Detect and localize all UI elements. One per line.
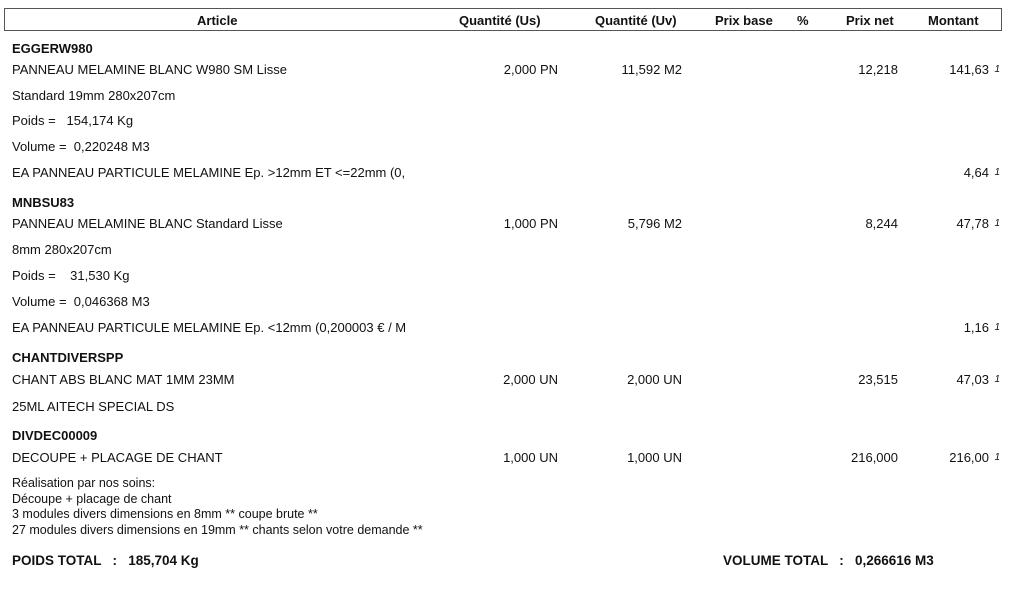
item-description-cont: Standard 19mm 280x207cm	[12, 88, 176, 103]
item-code-row	[0, 41, 1024, 59]
header-montant: Montant	[928, 13, 979, 28]
eco-description: EA PANNEAU PARTICULE MELAMINE Ep. <12mm (0,200003 € / M	[12, 320, 407, 335]
item-qty-us: 1,000 PN	[503, 216, 558, 231]
item-line	[0, 113, 1024, 131]
item-montant: 216,00	[949, 450, 989, 465]
item-line	[0, 268, 1024, 286]
item-line	[0, 62, 1024, 80]
header-prix-net: Prix net	[846, 13, 894, 28]
tax-code-mark: 1	[994, 322, 1000, 333]
eco-description: EA PANNEAU PARTICULE MELAMINE Ep. >12mm ET <=22mm (0,	[12, 165, 406, 180]
item-qty-uv: 11,592 M2	[621, 62, 682, 77]
item-code-row	[0, 350, 1024, 368]
item-line	[0, 399, 1024, 417]
item-montant: 47,78	[956, 216, 989, 231]
item-prix-net: 8,244	[865, 216, 898, 231]
item-description: PANNEAU MELAMINE BLANC Standard Lisse	[12, 216, 283, 231]
item-qty-us: 2,000 PN	[503, 62, 558, 77]
item-poids: Poids = 31,530 Kg	[12, 268, 130, 283]
note-line: Découpe + placage de chant	[12, 491, 172, 506]
tax-code-mark: 1	[994, 374, 1000, 385]
item-volume: Volume = 0,220248 M3	[12, 139, 150, 154]
item-eco-line	[0, 165, 1024, 183]
item-qty-uv: 1,000 UN	[627, 450, 682, 465]
item-description: DECOUPE + PLACAGE DE CHANT	[12, 450, 223, 465]
item-line	[0, 294, 1024, 312]
item-line	[0, 216, 1024, 234]
tax-code-mark: 1	[994, 167, 1000, 178]
item-code: DIVDEC00009	[12, 428, 98, 443]
item-description: CHANT ABS BLANC MAT 1MM 23MM	[12, 372, 235, 387]
item-description-cont: 8mm 280x207cm	[12, 242, 112, 257]
note-line: 3 modules divers dimensions en 8mm ** coupe brute **	[12, 507, 318, 521]
item-line	[0, 88, 1024, 106]
item-prix-net: 23,515	[858, 372, 898, 387]
item-code: CHANTDIVERSPP	[12, 350, 124, 365]
header-qty-uv: Quantité (Uv)	[595, 13, 677, 28]
header-article: Article	[197, 13, 238, 28]
header-prix-base: Prix base	[715, 13, 773, 28]
item-montant: 141,63	[949, 62, 989, 77]
notes-block	[12, 476, 423, 538]
item-eco-line	[0, 320, 1024, 338]
item-qty-uv: 5,796 M2	[627, 216, 682, 231]
header-qty-us: Quantité (Us)	[459, 13, 541, 28]
volume-total: VOLUME TOTAL : 0,266616 M3	[723, 553, 934, 568]
item-qty-uv: 2,000 UN	[627, 372, 682, 387]
tax-code-mark: 1	[994, 218, 1000, 229]
item-qty-us: 1,000 UN	[503, 450, 558, 465]
item-montant: 47,03	[956, 372, 989, 387]
table-header	[4, 8, 1002, 31]
item-qty-us: 2,000 UN	[503, 372, 558, 387]
item-poids: Poids = 154,174 Kg	[12, 113, 134, 128]
item-code: MNBSU83	[12, 195, 75, 210]
eco-montant: 1,16	[963, 320, 989, 335]
item-volume: Volume = 0,046368 M3	[12, 294, 150, 309]
tax-code-mark: 1	[994, 452, 1000, 463]
item-prix-net: 216,000	[851, 450, 898, 465]
item-code: EGGERW980	[12, 41, 93, 56]
item-line	[0, 139, 1024, 157]
item-code-row	[0, 195, 1024, 213]
note-line: Réalisation par nos soins:	[12, 476, 156, 490]
tax-code-mark: 1	[994, 64, 1000, 75]
item-line	[0, 372, 1024, 390]
item-line	[0, 242, 1024, 260]
item-code-row	[0, 428, 1024, 446]
poids-total: POIDS TOTAL : 185,704 Kg	[12, 553, 199, 568]
header-pct: %	[797, 13, 809, 28]
item-description: PANNEAU MELAMINE BLANC W980 SM Lisse	[12, 62, 287, 77]
item-prix-net: 12,218	[858, 62, 898, 77]
note-line: 27 modules divers dimensions en 19mm ** chants selon votre demande **	[12, 522, 423, 537]
item-description-cont: 25ML AITECH SPECIAL DS	[12, 399, 175, 414]
item-line	[0, 450, 1024, 468]
eco-montant: 4,64	[963, 165, 989, 180]
